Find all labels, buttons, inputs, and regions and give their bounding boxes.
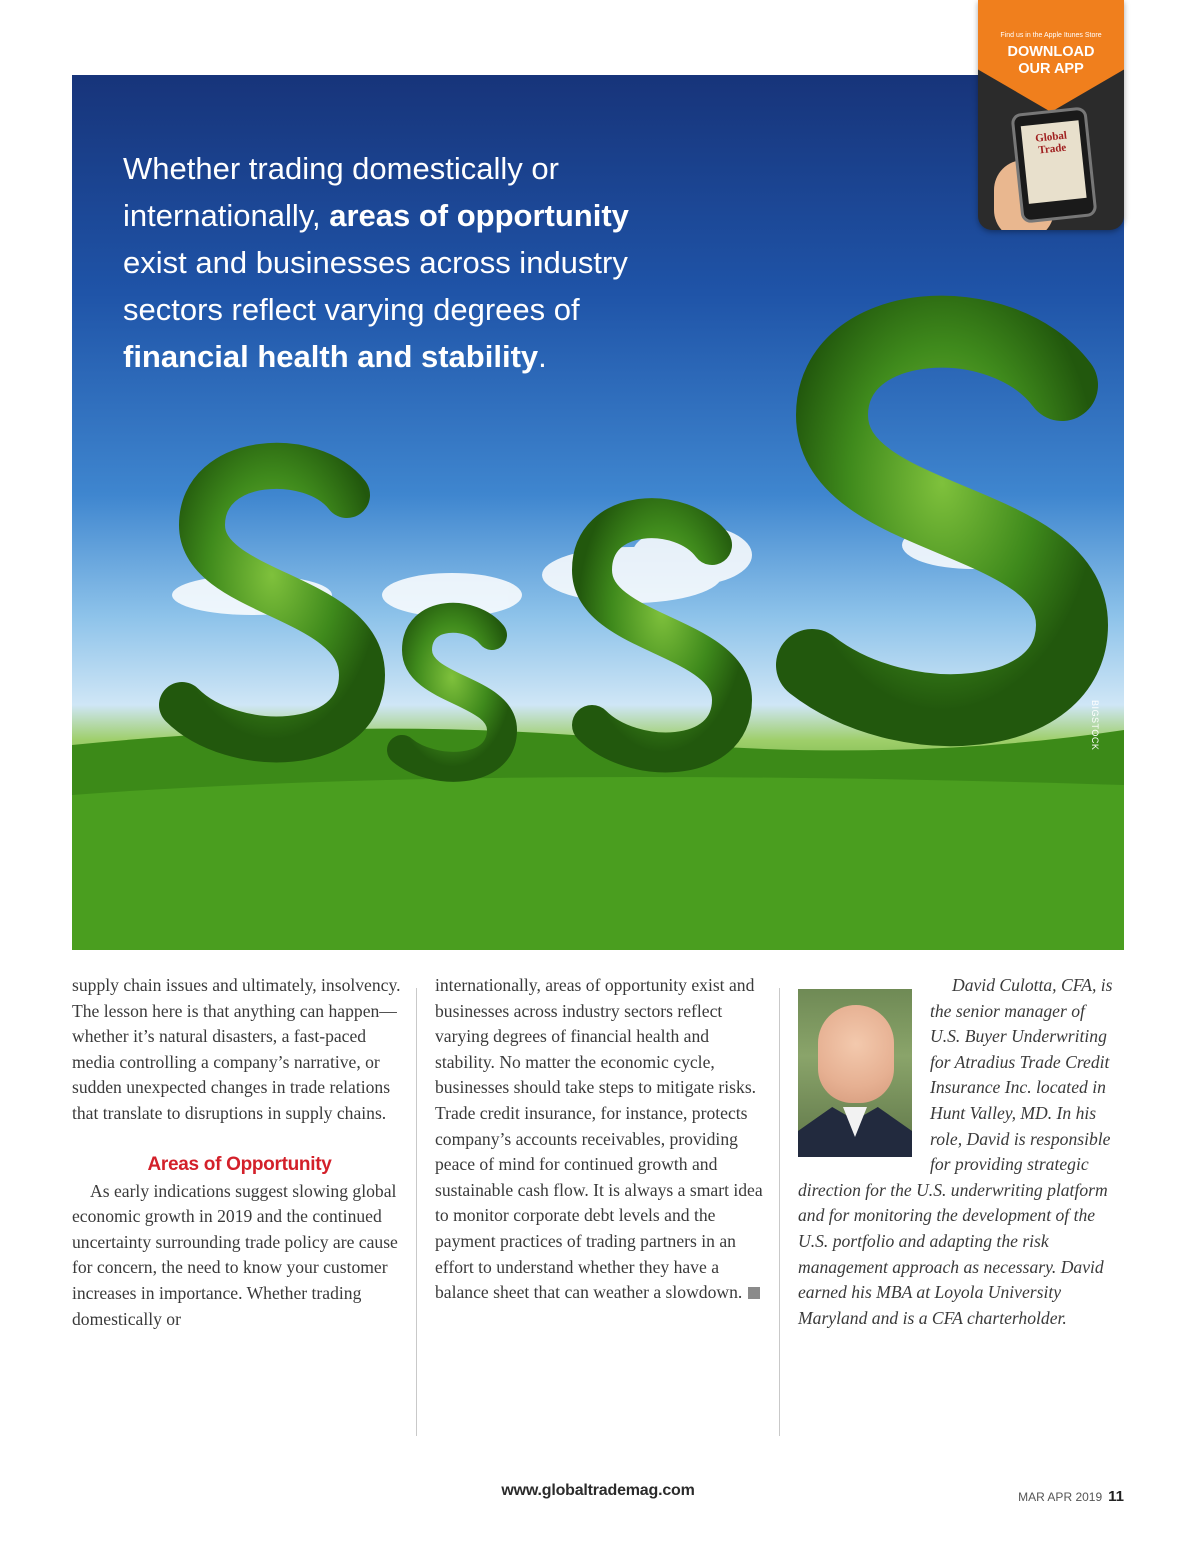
badge-line-1: DOWNLOAD — [1007, 44, 1095, 60]
badge-headline — [978, 44, 1124, 78]
phone-icon — [1010, 106, 1097, 223]
badge-store-text: Find us in the Apple Itunes Store — [1000, 32, 1102, 39]
download-app-badge[interactable] — [978, 0, 1124, 230]
quote-emphasis-2: financial health and stability — [123, 339, 539, 374]
quote-line-4: sectors reflect varying degrees of — [123, 292, 580, 327]
hero-pull-quote — [123, 145, 743, 380]
quote-emphasis-1: areas of opportunity — [329, 198, 629, 233]
article-column-1 — [72, 973, 407, 1332]
end-mark-icon — [748, 1287, 760, 1299]
footer-issue — [1018, 1488, 1124, 1505]
article-column-2 — [435, 973, 765, 1306]
column-divider — [779, 988, 780, 1436]
col1-paragraph-1: supply chain issues and ultimately, insolvency. The lesson here is that anything can happen—whether it’s natural disasters, a fast-paced media controlling a company’s narrative, or sudden unexpected changes in trade relations that translate to disruptions in supply chains. — [72, 975, 401, 1123]
phone-screen-logo: Global Trade — [1021, 120, 1087, 204]
author-face — [818, 1005, 894, 1103]
hero-image — [72, 75, 1124, 950]
col2-paragraph-1 — [435, 973, 765, 1306]
quote-period: . — [538, 339, 547, 374]
section-subhead: Areas of Opportunity — [147, 1153, 332, 1175]
author-bio-column — [798, 973, 1118, 1331]
col2-text: internationally, areas of opportunity exist and businesses across industry sectors reflect varying degrees of financial health and stability. No matter the economic cycle, businesses should take steps to mitigate risks. Trade credit insurance, for instance, protects company’s accounts receivables, providing peace of mind for continued growth and sustainable cash flow. It is always a smart idea to monitor corporate debt levels and the payment practices of trading partners in an effort to understand whether they have a balance sheet that can weather a slowdown. — [435, 975, 763, 1303]
column-divider — [416, 988, 417, 1436]
footer-website-link[interactable]: www.globaltrademag.com — [501, 1482, 695, 1499]
author-photo — [798, 989, 912, 1157]
col1-paragraph-2: As early indications suggest slowing global economic growth in 2019 and the continued uncertainty surrounding trade policy are cause for concern, the need to know your customer increases in importance. Whether trading domestically or — [72, 1180, 398, 1329]
issue-date: MAR APR 2019 — [1018, 1490, 1103, 1504]
photo-credit: BIGSTOCK — [1090, 700, 1100, 751]
author-bio: David Culotta, CFA, is the senior manager of U.S. Buyer Underwriting for Atradius Trade Credit Insurance Inc. located in Hunt Valley, MD. In his role, David is responsible for providing strategic direction for the U.S. underwriting platform and for monitoring the development of the U.S. portfolio and adapting the risk management approach as necessary. David earned his MBA at Loyola University Maryland and is a CFA charterholder. — [798, 975, 1113, 1328]
badge-line-2: OUR APP — [1018, 61, 1084, 77]
quote-line-2: internationally, — [123, 198, 330, 233]
page-number: 11 — [1108, 1488, 1124, 1505]
quote-line-3: exist and businesses across industry — [123, 245, 628, 280]
quote-line-1: Whether trading domestically or — [123, 151, 559, 186]
